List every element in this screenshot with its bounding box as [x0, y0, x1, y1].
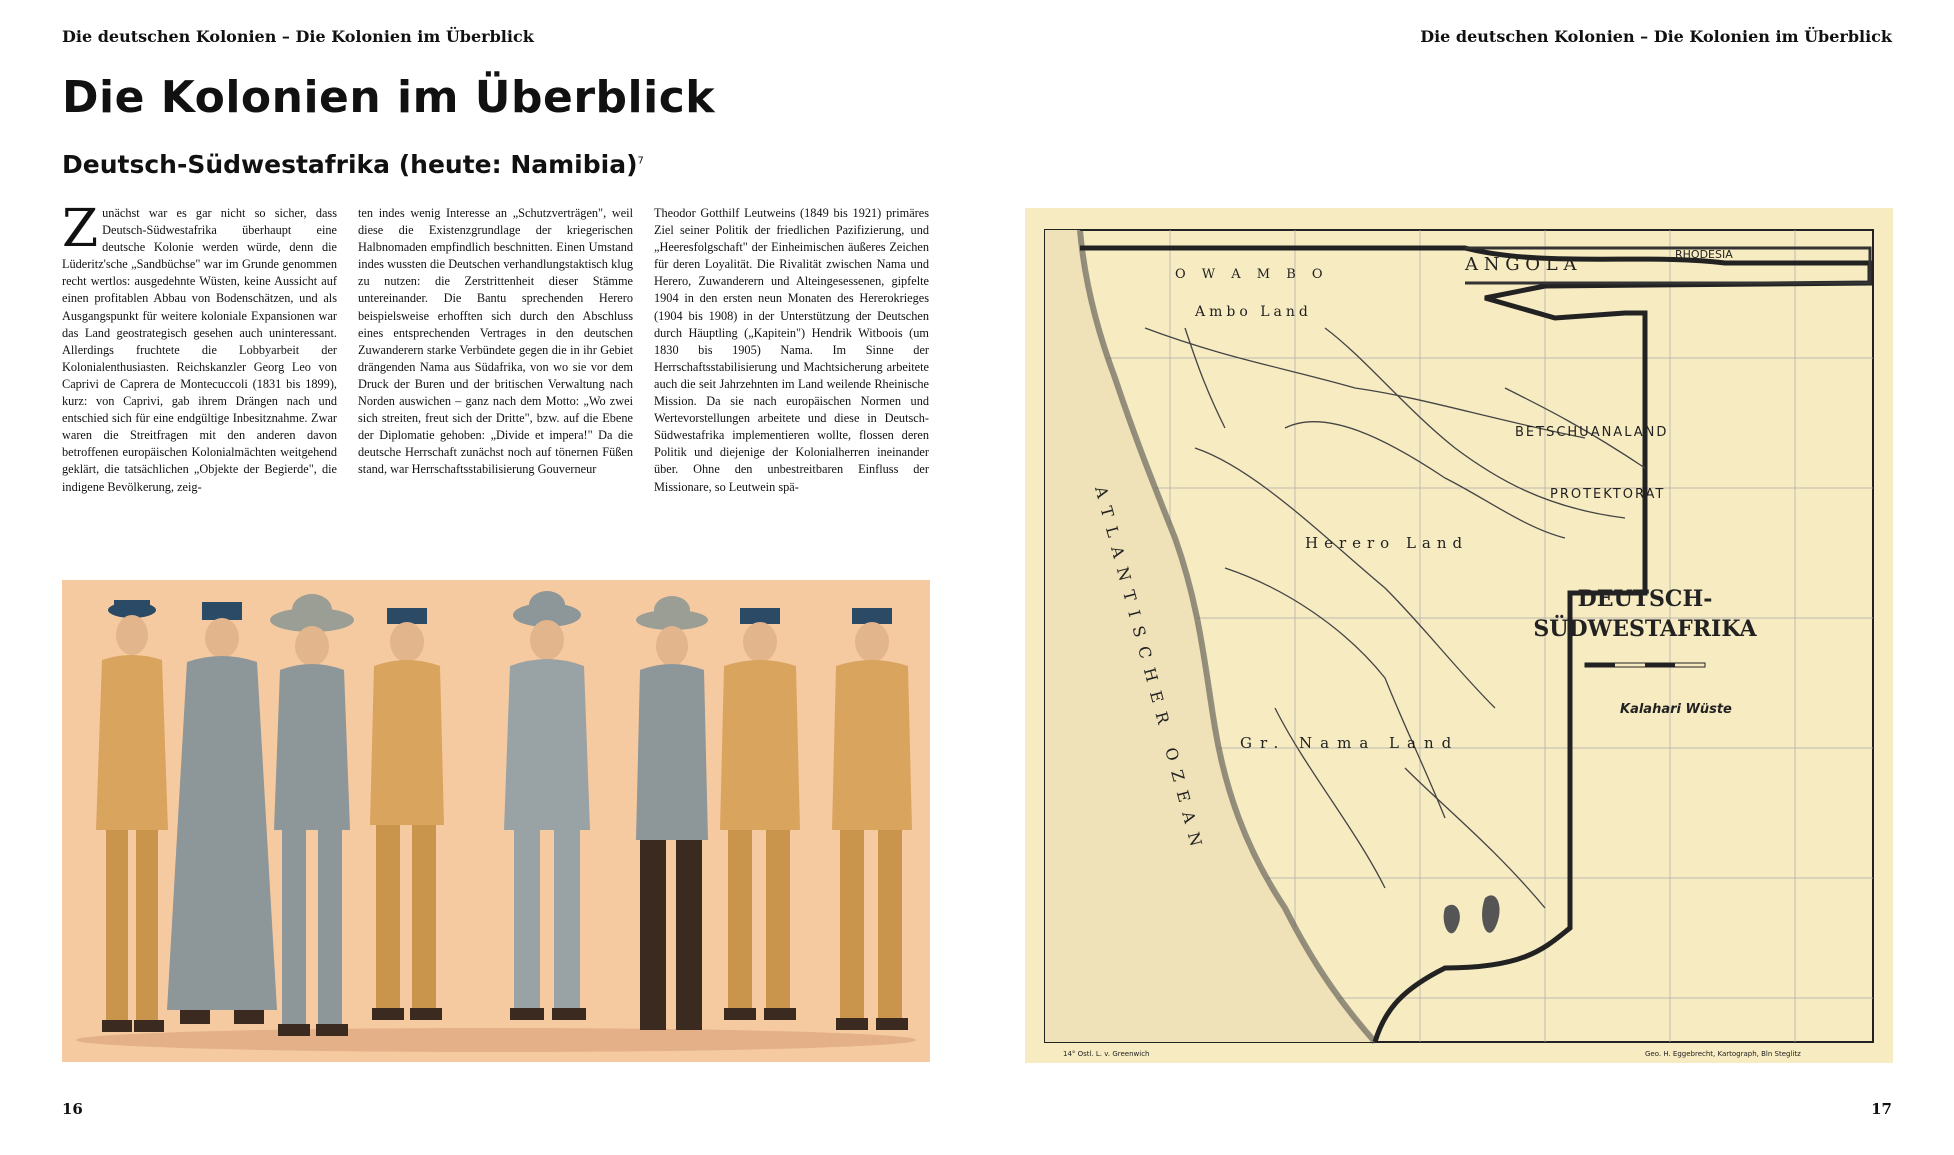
soldier-5	[504, 591, 590, 1020]
footnote-marker: 7	[637, 155, 644, 167]
map-scale-bar	[1585, 663, 1705, 667]
map-label-angola: A N G O L A	[1465, 254, 1577, 275]
map-label-amboland: Ambo Land	[1195, 304, 1312, 320]
uniform-figures	[62, 580, 930, 1062]
soldier-4	[370, 608, 444, 1020]
map-label-owambo: O W A M B O	[1175, 267, 1329, 282]
map-label-rhodesia: RHODESIA	[1675, 248, 1733, 261]
map-credit: Geo. H. Eggebrecht, Kartograph, Bln Steglitz	[1645, 1050, 1801, 1058]
map-title-line2: SÜDWESTAFRIKA	[1533, 616, 1757, 642]
soldier-3	[270, 594, 354, 1036]
uniform-illustration	[62, 580, 930, 1062]
map-label-namaland: Gr. Nama Land	[1240, 734, 1460, 752]
map-title-line1: DEUTSCH-	[1577, 586, 1713, 612]
soldier-1	[96, 600, 168, 1032]
colonial-map	[1025, 208, 1893, 1063]
page-title: Die Kolonien im Überblick	[62, 72, 716, 123]
column-1-text: unächst war es gar nicht so sicher, dass Deutsch-Südwestafrika überhaupt eine deutsche Kolonie werden würde, denn die Lüderitz'sche „Sandbüchse" war im Grunde genommen recht wertlos: ausgedehnte Wüsten, keine Aussicht auf einen profitablen Abbau von Bodenschätzen, und als Ausgangspunkt für weitere koloniale Expansionen war das Land geostrategisch gesehen auch uninteressant. Allerdings fruchtete die Lobbyarbeit der Kolonialenthusiasten. Reichskanzler Georg Leo von Caprivi de Caprera de Montecuccoli (1831 bis 1899), kurz: von Caprivi, gab ihrem Drängen nach und entschied sich für eine endgültige Inbesitznahme. Zwar waren die Streitfragen mit den anderen davon betroffenen europäischen Kolonialmächten weitgehend geklärt, die tatsächlichen „Objekte der Begierde", die indigene Bevölkerung, zeig-	[62, 206, 337, 494]
soldier-2	[167, 602, 277, 1024]
soldier-8	[832, 608, 912, 1030]
map-label-protektorat: PROTEKTORAT	[1550, 487, 1666, 502]
page-number-left: 16	[62, 1100, 83, 1118]
section-title	[62, 150, 644, 179]
text-column-1	[62, 205, 337, 550]
text-column-2: ten indes wenig Interesse an „Schutzverträgen", weil diese die Existenzgrundlage der kriegerischen Halbnomaden empfindlich beschnitten. Einen Umstand indes wussten die Deutschen verhandlungstaktisch klug zu nutzen: die Zerstrittenheit dieser Stämme untereinander. Die Bantu sprechenden Herero beispielsweise erhofften sich durch den Abschluss eines entsprechenden Vertrages in den deutschen Zuwanderern starke Verbündete gegen die in ihr Gebiet drängenden Nama aus Südafrika, von wo sie vor dem Druck der Buren und der britischen Verwaltung nach Norden auswichen – ganz nach dem Motto: „Wo zwei sich streiten, freut sich der Dritte", bzw. auf die Ebene der Diplomatie gehoben: „Divide et impera!" Da die deutsche Herrschaft zunächst noch auf tönernen Füßen stand, war Herrschaftsstabilisierung Gouverneur	[358, 206, 633, 477]
page-number-right: 17	[1871, 1100, 1892, 1118]
text-column-3: Theodor Gotthilf Leutweins (1849 bis 1921) primäres Ziel seiner Politik der friedlichen Pazifizierung, und „Heeresfolgschaft" der Einheimischen äußeres Zeichen für deren Loyalität. Die Rivalität zwischen Nama und Herero, Zuwanderern und Alteingesessenen, gipfelte 1904 in den ersten neun Monaten des Hererokrieges (1904 bis 1908) in der Unterstützung der Deutschen durch Häuptling („Kapitein") Hendrik Witboois (um 1830 bis 1905) Nama. Im Sinne der Herrschaftsstabilisierung und Machtsicherung arbeitete auch die seit Jahrzehnten im Land weilende Rheinische Mission. Da sie nach europäischen Normen und Wertevorstellungen arbeitete und diese in Deutsch-Südwestafrika implementieren wollte, flossen deren Politik und diejenige der Kolonialherren ineinander über. Ohne den unbestreitbaren Einfluss der Missionare, so Leutwein spä-	[654, 206, 929, 494]
map-drawing	[1025, 208, 1893, 1063]
drop-cap: Z	[62, 205, 99, 259]
running-head-left: Die deutschen Kolonien – Die Kolonien im Überblick	[62, 27, 534, 46]
map-label-ocean: ATLANTISCHER OZEAN	[1091, 484, 1209, 858]
soldier-6	[636, 596, 708, 1030]
map-label-betschuanaland: BETSCHUANALAND	[1515, 425, 1669, 440]
map-label-kalahari: Kalahari Wüste	[1620, 702, 1732, 717]
map-greenwich-note: 14° Ostl. L. v. Greenwich	[1063, 1050, 1150, 1058]
section-title-text: Deutsch-Südwestafrika (heute: Namibia)	[62, 150, 638, 179]
soldier-7	[720, 608, 800, 1020]
running-head-right: Die deutschen Kolonien – Die Kolonien im Überblick	[1420, 27, 1892, 46]
map-label-hereroland: Herero Land	[1305, 534, 1469, 552]
